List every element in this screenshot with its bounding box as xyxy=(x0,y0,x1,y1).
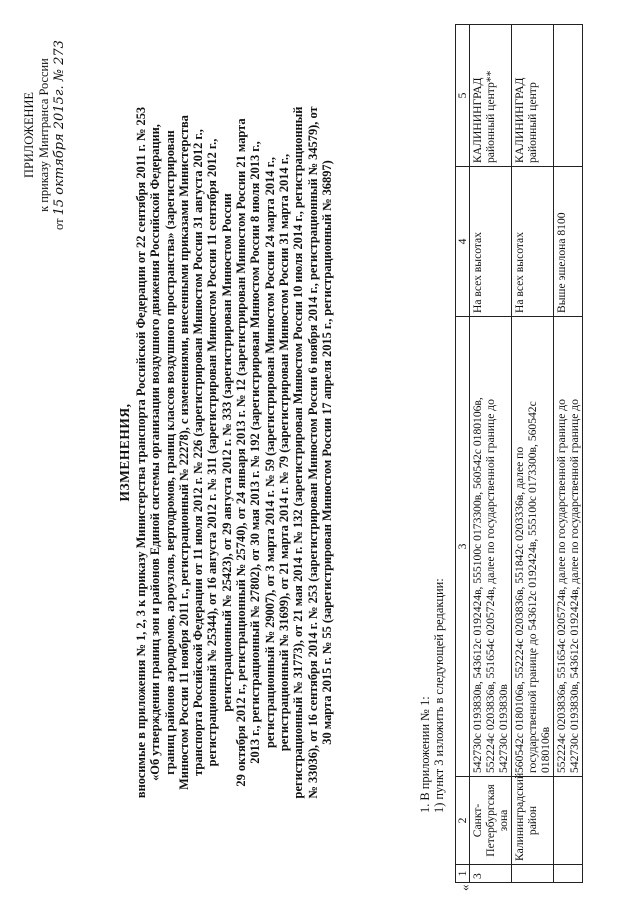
coordinate-line: 552224с 0203836в, 551654с 0205724в, далее по государственной границе до xyxy=(555,399,568,773)
altitude-limits: На всех высотах xyxy=(470,167,512,317)
atc-center: КАЛИНИНГРАД районный центр xyxy=(512,25,554,167)
table-header-cell: 5 xyxy=(456,25,470,167)
coordinate-line: государственной границе до 543612с 0192424в, 555100с 0173300в, 560542с xyxy=(526,401,539,773)
row-number xyxy=(512,865,554,883)
atc-center xyxy=(554,25,583,167)
table-header-row xyxy=(456,25,470,883)
coordinate-line: 542730с 0193830в, 543612с 0192424в, 555100с 0173300в, 560542с 0180106в, xyxy=(471,397,484,773)
appendix-order-line: к приказу Минтранса России xyxy=(37,58,51,212)
table-header-cell: 2 xyxy=(456,777,470,865)
appendix-date-line xyxy=(52,20,67,250)
intro-line: вносимые в приложения № 1, 2, 3 к приказу Министерства транспорта Российской Федерации от 22 сентября 2011 г. № 253 xyxy=(134,106,148,799)
handwritten-date: 15 октября 2015г. № 273 xyxy=(52,40,67,216)
altitude-limits: Выше эшелона 8100 xyxy=(554,167,583,317)
airspace-table xyxy=(455,24,583,883)
altitude-limits: На всех высотах xyxy=(512,167,554,317)
document-intro xyxy=(134,30,334,875)
appendix-date-prefix: от xyxy=(52,218,66,230)
coordinate-line: 560542с 0180106в, 552224с 0203836в, 551842с 0203336в, далее по xyxy=(513,446,526,773)
boundary-coordinates xyxy=(470,317,512,777)
intro-line: регистрационный № 31699), от 21 марта 2014 г. № 79 (зарегистрирован Минюстом России 31 марта 2014 г., xyxy=(276,153,291,752)
zone-name xyxy=(554,777,583,865)
table-row xyxy=(554,25,583,883)
opening-quote: « xyxy=(457,884,472,891)
table-header-cell: 4 xyxy=(456,167,470,317)
subitem-1: 1) пункт 3 изложить в следующей редакции: xyxy=(432,578,446,813)
table-header-cell: 1 xyxy=(456,865,470,883)
intro-line: границ районов аэродромов, аэроузлов, вертодромов, границ классов воздушного пространства» (зарегистрирован xyxy=(162,130,177,775)
intro-line: 2013 г., регистрационный № 27802), от 30 мая 2013 г. № 192 (зарегистрирован Минюстом России 8 июля 2013 г., xyxy=(248,141,263,764)
zone-name: Калининградский район xyxy=(512,777,554,865)
intro-line: транспорта Российской Федерации от 11 июля 2012 г. № 226 (зарегистрирован Минюстом России 31 августа 2012 г., xyxy=(191,129,206,776)
intro-line: «Об утверждении границ зон и районов Единой системы организации воздушного движения Российской Федерации, xyxy=(148,124,163,781)
boundary-coordinates xyxy=(554,317,583,777)
coordinate-line: 542730с 0193830в, 543612с 0192424в, далее по государственной границе до xyxy=(568,399,581,773)
row-number: 3 xyxy=(470,865,512,883)
intro-line: регистрационный № 25344), от 16 августа 2012 г. № 311 (зарегистрирован Минюстом России 11 сентября 2012 г., xyxy=(205,138,220,767)
coordinate-line: 552224с 0203836в, 551654с 0205724в, далее по государственной границе до xyxy=(484,399,497,773)
intro-line: регистрационный № 25423), от 29 августа 2012 г. № 333 (зарегистрирован Минюстом России xyxy=(219,193,234,712)
table-row xyxy=(470,25,512,883)
intro-line: 29 октября 2012 г., регистрационный № 25740), от 24 января 2013 г. № 12 (зарегистрирован Минюстом России 21 марта xyxy=(234,118,249,787)
intro-line: регистрационный № 31773), от 21 мая 2014 г. № 132 (зарегистрирован Минюстом России 10 июля 2014 г., регистрационный xyxy=(291,106,306,799)
intro-line: регистрационный № 29007), от 3 марта 2014 г. № 59 (зарегистрирован Минюстом России 24 марта 2014 г., xyxy=(262,156,277,749)
row-number xyxy=(554,865,583,883)
zone-name: Санкт-Петербургская зона xyxy=(470,777,512,865)
intro-line: Минюстом России 11 ноября 2011 г., регистрационный № 22278), с изменениями, внесенными приказами Министерства xyxy=(176,115,191,790)
item-1: 1. В приложении № 1: xyxy=(418,696,432,813)
appendix-title: ПРИЛОЖЕНИЕ xyxy=(22,92,36,178)
intro-line: № 33036), от 16 сентября 2014 г. № 253 (зарегистрирован Минюстом России 6 ноября 2014 г., регистрационный № 34579), от xyxy=(305,106,320,799)
appendix-block xyxy=(22,20,67,250)
atc-center: КАЛИНИНГРАД районный центр** xyxy=(470,25,512,167)
coordinate-line: 0180106в xyxy=(539,726,552,773)
intro-line: 30 марта 2015 г. № 55 (зарегистрирован Минюстом России 17 апреля 2015 г., регистрационный № 36897) xyxy=(319,160,334,745)
table-header-cell: 3 xyxy=(456,317,470,777)
table-row xyxy=(512,25,554,883)
boundary-coordinates xyxy=(512,317,554,777)
document-title: ИЗМЕНЕНИЯ, xyxy=(117,403,132,502)
coordinate-line: 542730с 0193830в xyxy=(497,684,510,773)
